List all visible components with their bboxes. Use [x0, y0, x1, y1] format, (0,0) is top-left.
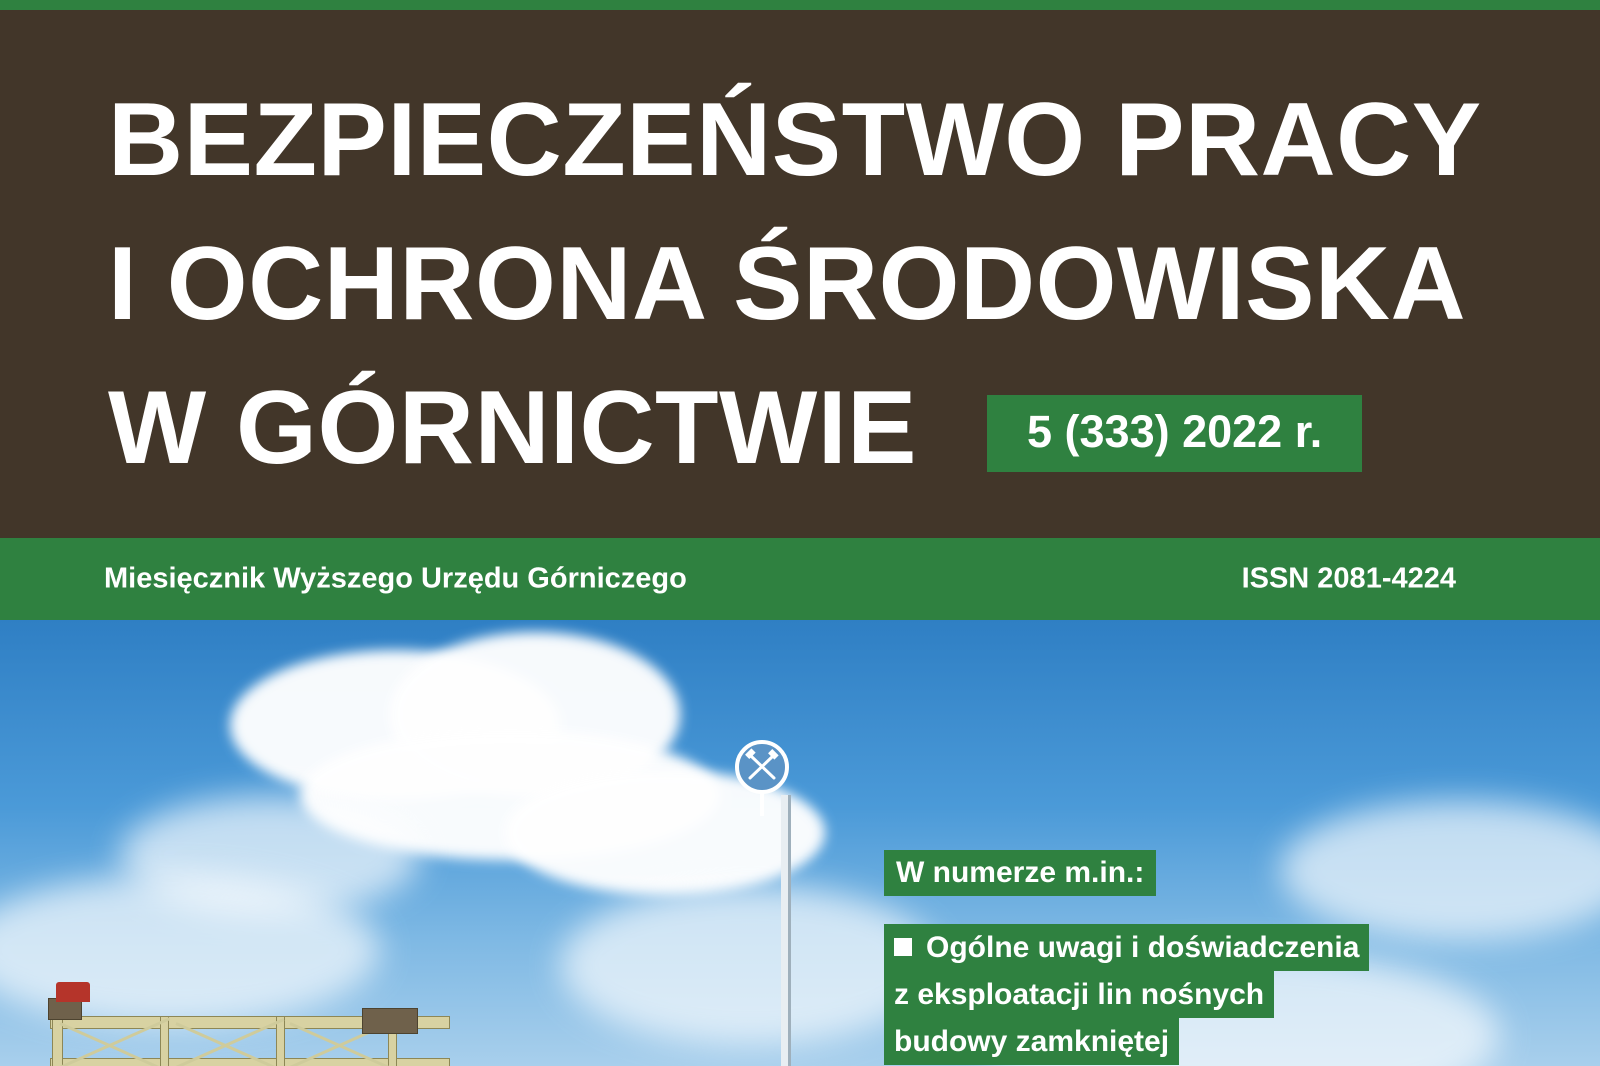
cover-photo [0, 620, 1600, 1066]
contents-item-line: z eksploatacji lin nośnych [884, 971, 1274, 1018]
mast-pole [781, 795, 788, 1066]
miner-hammers-emblem-icon [735, 740, 789, 794]
contents-item-line: budowy zamkniętej [884, 1018, 1179, 1065]
contents-overlay [884, 850, 1444, 1065]
title-block [108, 68, 1528, 500]
contents-item-text: Ogólne uwagi i doświadczenia [926, 931, 1360, 964]
green-band [0, 538, 1600, 620]
title-line-3-row [108, 356, 1528, 500]
top-green-rule [0, 0, 1600, 10]
issue-badge: 5 (333) 2022 r. [987, 395, 1362, 472]
mast-pole-shadow [788, 795, 791, 1066]
square-bullet-icon [894, 938, 912, 956]
headframe-red-cab [56, 982, 90, 1002]
title-line-3: W GÓRNICTWIE [108, 370, 918, 486]
headframe-structure [0, 982, 460, 1066]
publisher-subtitle: Miesięcznik Wyższego Urzędu Górniczego [104, 562, 687, 595]
contents-item-line [884, 924, 1369, 971]
crossed-hammers-icon [735, 740, 789, 794]
emblem-stalk [760, 792, 764, 816]
title-line-1: BEZPIECZEŃSTWO PRACY [108, 82, 1482, 198]
contents-heading: W numerze m.in.: [884, 850, 1156, 896]
issn-label: ISSN 2081-4224 [1241, 562, 1456, 595]
contents-list [884, 924, 1444, 1065]
cloud-shape [560, 885, 940, 1045]
masthead [0, 10, 1600, 538]
headframe-machine-house [362, 1008, 418, 1034]
list-item [884, 924, 1444, 1065]
title-line-2: I OCHRONA ŚRODOWISKA [108, 226, 1467, 342]
